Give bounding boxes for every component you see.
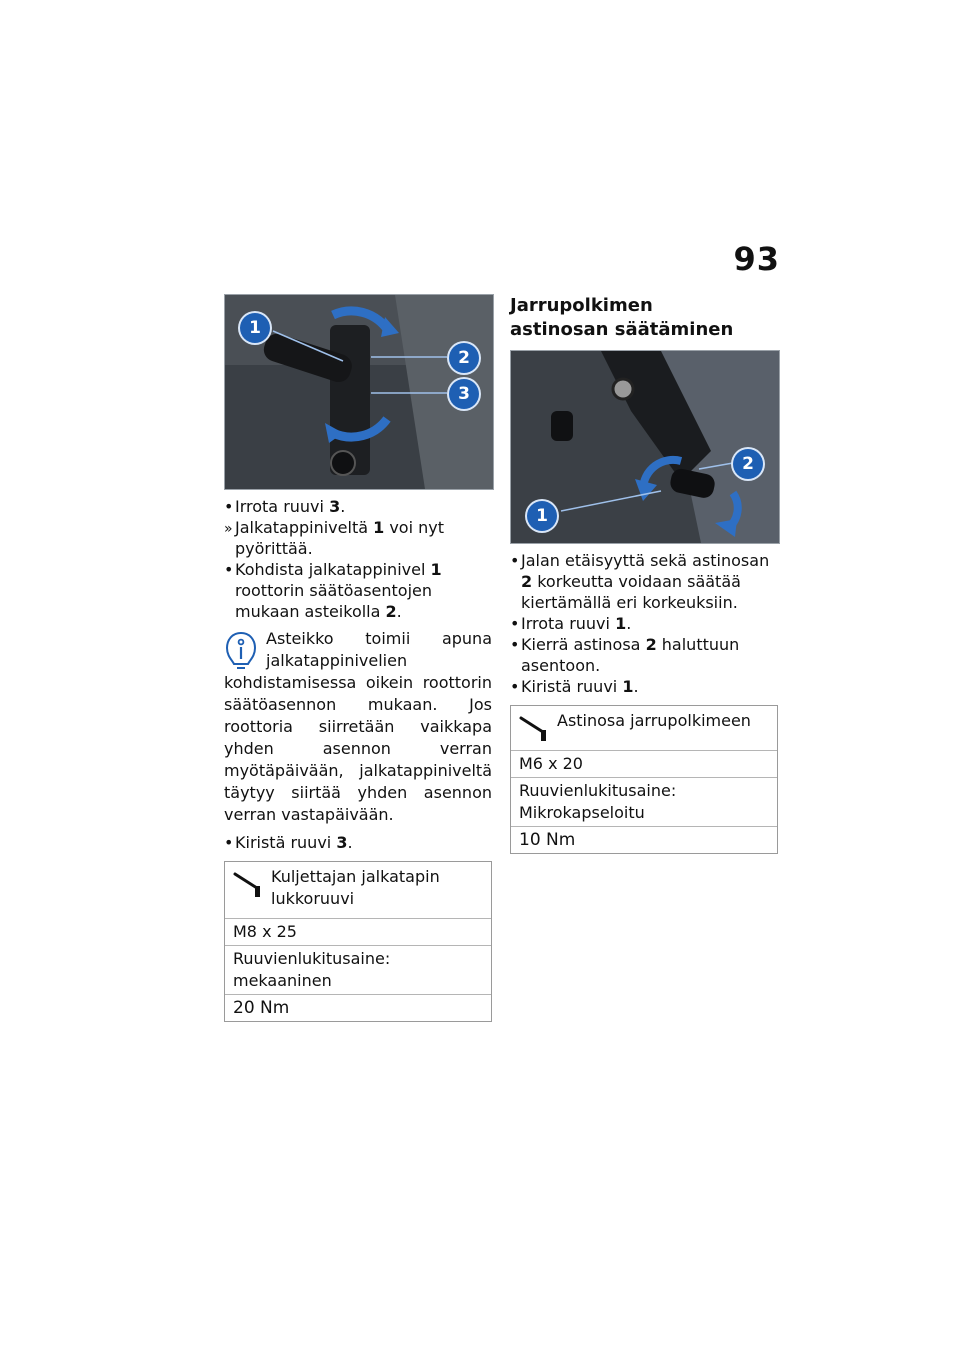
- bullet-marker: [224, 559, 233, 580]
- step-item: • Irrota ruuvi 3.: [224, 496, 492, 517]
- spec-torque: 20 Nm: [233, 998, 290, 1018]
- spec-title: Astinosa jarrupolkimeen: [557, 711, 751, 730]
- torque-wrench-icon: [233, 868, 263, 898]
- torque-spec-table: [224, 861, 492, 1022]
- result-marker: [224, 517, 233, 540]
- bullet-marker: [224, 832, 233, 853]
- footrest-photo: [224, 294, 494, 490]
- brake-pedal-photo: [510, 350, 780, 544]
- step-item: • Kiristä ruuvi 1.: [510, 676, 778, 697]
- steps-list-a: [224, 496, 492, 622]
- bullet-marker: [510, 550, 519, 571]
- step-item: • Jalan etäisyyttä sekä astinosan 2 korkeutta voidaan säätää kiertämällä eri korkeuksiin.: [510, 550, 778, 613]
- section-heading: Jarrupolkimen astinosan säätäminen: [510, 295, 734, 340]
- step-item: • Kohdista jalkatappinivel 1 roottorin säätöasentojen mukaan asteikolla 2.: [224, 559, 492, 622]
- right-column: [510, 294, 778, 854]
- bullet-marker: [510, 613, 519, 634]
- steps-list-right: [510, 550, 778, 697]
- callout-1: 1: [527, 501, 557, 531]
- step-item: • Kiristä ruuvi 3.: [224, 832, 492, 853]
- torque-spec-table: [510, 705, 778, 854]
- bullet-marker: [224, 496, 233, 517]
- spec-header: [511, 706, 777, 751]
- left-column: [224, 294, 492, 1022]
- callout-1: 1: [240, 313, 270, 343]
- torque-wrench-icon: [519, 712, 549, 742]
- spec-title: Kuljettajan jalkatapin lukkoruuvi: [271, 867, 440, 908]
- spec-size: M6 x 20: [511, 751, 777, 778]
- info-icon: [224, 630, 258, 672]
- bullet-marker: [510, 634, 519, 655]
- callout-2: 2: [733, 449, 763, 479]
- callout-3: 3: [449, 379, 479, 409]
- note-text: Asteikko toimii apuna jalkatappinivelien kohdistamisessa oikein roottorin säätöasennon mukaan. Jos roottoria siirretään vaikkapa yhden asennon verran myötäpäivään, jalkatappiniveltä täytyy siirtää yhden asennon verran vastapäivään.: [224, 629, 492, 824]
- spec-header: [225, 862, 491, 919]
- spec-torque: 10 Nm: [519, 830, 576, 850]
- callout-2: 2: [449, 343, 479, 373]
- step-item: • Kierrä astinosa 2 haluttuun asentoon.: [510, 634, 778, 676]
- result-item: » Jalkatappiniveltä 1 voi nyt pyörittää.: [224, 517, 492, 559]
- spec-size: M8 x 25: [225, 919, 491, 946]
- info-note: [224, 628, 492, 826]
- step-item: • Irrota ruuvi 1.: [510, 613, 778, 634]
- spec-locking: Ruuvienlukitusaine: mekaaninen: [225, 946, 491, 995]
- spec-locking: Ruuvienlukitusaine: Mikrokapseloitu: [511, 778, 777, 827]
- steps-list-b: [224, 832, 492, 853]
- bullet-marker: [510, 676, 519, 697]
- page-number: 93: [733, 240, 780, 278]
